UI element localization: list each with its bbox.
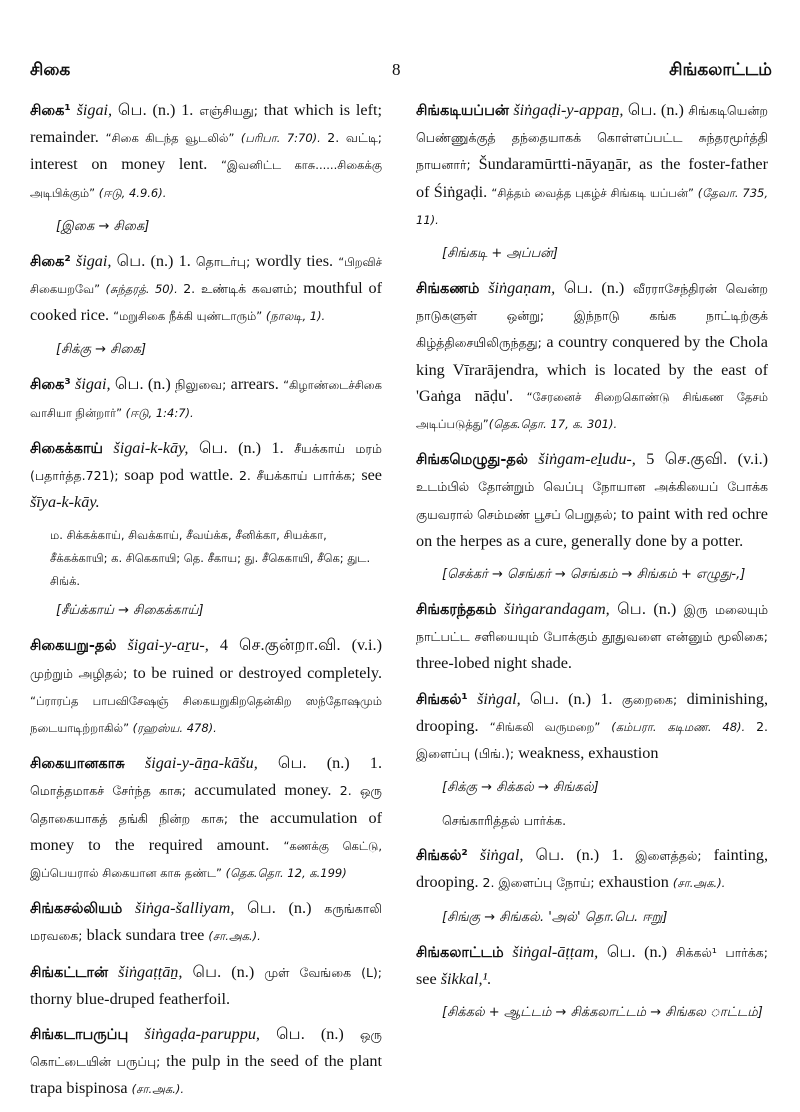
etymology: [சிக்கு → சிகை]: [56, 342, 147, 358]
citation-source: (நாலடி, 1).: [262, 309, 326, 324]
tamil-gloss: 2. சீயக்காய் பார்க்க;: [238, 468, 356, 484]
part-of-speech: பெ. (n.): [259, 1025, 360, 1044]
etymology: [சிங்கடி + அப்பன்]: [442, 246, 558, 262]
transliteration: šiṅgaṇam,: [488, 279, 556, 298]
tamil-gloss: 2. உண்டிக் கவளம்;: [183, 281, 298, 297]
page-number: 8: [392, 60, 401, 79]
headword: சிகை²: [30, 253, 71, 270]
transliteration: šiṅgaṭṭāṉ,: [118, 962, 183, 981]
dictionary-entry: [416, 596, 768, 677]
running-head-left: சிகை: [30, 60, 71, 80]
dictionary-entry: [30, 248, 382, 330]
english-gloss: arrears.: [226, 375, 284, 394]
english-gloss: that which is left; remainder.: [30, 101, 382, 147]
english-gloss: a country conquered by the Chola king Vīrarājendra, which is located by the east of 'Gaṅga nāḍu'.: [416, 333, 768, 405]
cross-reference: šīya-k-kāy.: [30, 493, 100, 512]
english-gloss: Šundaramūrtti-nāyaṉār, as the foster-father of Śiṅgaḍi.: [416, 155, 768, 201]
headword: சிகை¹: [30, 103, 71, 119]
dictionary-entry: [416, 275, 768, 437]
headword: சிங்கட்டான்: [30, 964, 109, 981]
part-of-speech: 5 செ.குவி. (v.i.): [635, 450, 769, 469]
english-gloss: mouthful of cooked rice.: [30, 279, 383, 325]
cognates: ம. சிக்கக்காய், சிவக்காய், சீவய்க்க, சீனிக்கா, சியக்கா, சீக்கக்காயி; க. சிகெகாயி; தெ. சீகாய; து. சீகெகாயி, சீகெ; துட. சிங்க்.: [50, 528, 371, 589]
citation-source: (பரிபா. 7:70).: [234, 131, 328, 146]
dictionary-entry: [416, 686, 768, 768]
dictionary-entry: [416, 842, 768, 896]
dictionary-entry: [30, 895, 382, 949]
part-of-speech: பெ. (n.) 1.: [188, 438, 295, 457]
headword: சிங்கசல்லியம்: [30, 901, 123, 918]
dictionary-entry: [30, 435, 382, 516]
dictionary-entry: [416, 939, 768, 992]
headword: சிங்கரந்தகம்: [416, 602, 497, 619]
part-of-speech: பெ. (n.): [110, 375, 176, 394]
part-of-speech: 4 செ.குன்றா.வி. (v.i.): [208, 636, 382, 655]
citation-quote: “பிறவிச் சிகையறவே”: [30, 254, 382, 297]
part-of-speech: பெ. (n.) 1.: [523, 846, 636, 865]
etymology: [சிக்கல் + ஆட்டம் → சிக்கலாட்டம் → சிங்கல ாட்டம்]: [442, 1005, 763, 1021]
transliteration: šigai-y-aṟu-,: [127, 636, 209, 655]
part-of-speech: பெ. (n.) 1.: [520, 689, 622, 708]
headword: சிங்கல்¹: [416, 691, 468, 708]
tamil-gloss: குறைகை;: [621, 691, 678, 707]
english-gloss: fainting, drooping.: [416, 846, 768, 892]
etymology: [சிங்கு → சிங்கல். 'அல்' தொ.பெ. ஈறு]: [442, 909, 668, 925]
tamil-gloss: ஒரு கொட்டையின் பருப்பு;: [30, 1027, 382, 1070]
tamil-gloss: 2. ஒரு தொகையாகத் தங்கி நின்ற காசு;: [30, 783, 383, 826]
cross-reference: šikkal,¹.: [440, 969, 492, 988]
part-of-speech: பெ. (n.): [555, 279, 633, 298]
citation-source: (கம்பரா. கடிமண. 48).: [600, 719, 757, 734]
tamil-gloss: 2. வட்டி;: [327, 130, 382, 146]
transliteration: šiṅgal-āṭṭam,: [512, 942, 599, 961]
citation-source: (சா.அக.).: [672, 876, 726, 891]
transliteration: šigai-k-kāy,: [113, 438, 189, 457]
citation-quote: “சேரனைச் சிறைகொண்டு சிங்கண தேசம் அடிப்படுத்து”: [416, 389, 769, 432]
citation-source: (சா.அக.).: [131, 1082, 185, 1097]
headword: சிகையறு-தல்: [30, 638, 117, 655]
headword: சிங்கணம்: [416, 281, 480, 298]
english-gloss: see: [355, 466, 382, 485]
citation-source: (சுந்தரத். 50).: [100, 282, 184, 297]
tamil-gloss: நிலுவை;: [175, 377, 227, 393]
english-gloss: see: [416, 969, 441, 988]
etymology: [இகை → சிகை]: [56, 218, 150, 234]
part-of-speech: பெ. (n.): [598, 942, 676, 961]
english-gloss: three-lobed night shade.: [416, 654, 572, 673]
citation-source: (தெக.தொ. 17, க. 301).: [488, 417, 618, 432]
english-gloss: exhaustion: [594, 873, 673, 892]
part-of-speech: பெ. (n.): [234, 899, 325, 918]
transliteration: šiṅgal,: [479, 846, 524, 865]
see-also-note: செங்காரித்தல் பார்க்க.: [442, 813, 567, 829]
running-head-right: சிங்கலாட்டம்: [669, 60, 772, 80]
part-of-speech: பெ. (n.) 1.: [257, 754, 382, 773]
tamil-gloss: மொத்தமாகச் சேர்ந்த காசு;: [30, 783, 186, 799]
tamil-gloss: சிக்கல்¹ பார்க்க;: [675, 944, 768, 960]
transliteration: šigai,: [76, 101, 113, 119]
tamil-gloss: 2. இளைப்பு நோய்;: [482, 875, 595, 891]
dictionary-entry: [30, 1021, 382, 1103]
tamil-gloss: முள் வேங்கை (L);: [264, 964, 382, 980]
part-of-speech: பெ. (n.): [182, 962, 265, 981]
right-column: [416, 97, 768, 1034]
dictionary-entry: [30, 632, 382, 741]
citation-source: (ஈடு, 4.9.6).: [95, 185, 167, 200]
english-gloss: the accumulation of money to the required amount.: [30, 808, 382, 854]
headword: சிகைக்காய்: [30, 440, 103, 457]
dictionary-entry: [30, 750, 382, 886]
transliteration: šigai,: [75, 375, 111, 394]
citation-quote: “சித்தம் வைத்த புகழ்ச் சிங்கடி யப்பன்”: [491, 185, 694, 200]
citation-source: (தேவா. 735, 11).: [416, 185, 768, 227]
part-of-speech: பெ. (n.): [609, 600, 684, 619]
english-gloss: black sundara tree: [82, 926, 209, 945]
english-gloss: accumulated money.: [185, 781, 340, 800]
english-gloss: thorny blue-druped featherfoil.: [30, 989, 231, 1008]
tamil-gloss: சிங்கடியென்ற பெண்ணுக்குத் தந்தையாகக் கொள்ளப்பட்ட சுந்தரமூர்த்தி நாயனார்;: [416, 103, 768, 173]
tamil-gloss: வீரராசேந்திரன் வென்ற நாடுகளுள் ஒன்று; இந்நாடு கங்க நாட்டிற்குக் கிழ்த்திசையிலிருந்தது;: [416, 281, 768, 351]
page-header: [30, 60, 772, 90]
tamil-gloss: 2. இளைப்பு (பிங்.);: [416, 718, 768, 762]
tamil-gloss: இரு மலையும் நாட்பட்ட சளியையும் போக்கும் தூதுவளை என்னும் மூலிகை;: [416, 602, 768, 645]
dictionary-entry: [30, 959, 382, 1012]
headword: சிங்கடியப்பன்: [416, 103, 509, 119]
dictionary-entry: [30, 371, 382, 425]
left-column: [30, 97, 382, 1112]
etymology: [செக்கர் → செங்கர் → செங்கம் → சிங்கம் + எழுது-,]: [442, 567, 746, 583]
headword: சிங்கடாபருப்பு: [30, 1027, 129, 1044]
citation-quote: “மறுசிகை நீக்கி யுண்டாரும்”: [113, 309, 263, 324]
english-gloss: interest on money lent.: [30, 155, 221, 174]
dictionary-entry: [416, 97, 768, 233]
citation-quote: “கணக்கு கெட்டு, இப்பெயரால் சிகையான காசு தண்ட”: [30, 838, 382, 881]
citation-quote: “கிழாண்டைச்சிகை வாசியா நின்றார்”: [30, 378, 382, 420]
tamil-gloss: முற்றும் அழிதல்;: [30, 665, 128, 681]
dictionary-entry: [416, 446, 768, 554]
citation-source: (தெக.தொ. 12, க.199): [221, 866, 347, 881]
tamil-gloss: தொடர்பு;: [195, 253, 251, 269]
etymology: [சிக்கு → சிக்கல் → சிங்கல்]: [442, 780, 599, 796]
english-gloss: to paint with red ochre on the herpes as a cure, generally done by a potter.: [416, 504, 768, 550]
citation-quote: “சிகை கிடந்த வூடலில்”: [105, 131, 235, 146]
english-gloss: weakness, exhaustion: [514, 744, 659, 763]
english-gloss: wordly ties.: [250, 251, 339, 270]
headword: சிங்கலாட்டம்: [416, 944, 504, 961]
part-of-speech: பெ. (n.) 1.: [111, 251, 196, 270]
tamil-gloss: இளைத்தல்;: [635, 848, 702, 864]
transliteration: šigai-y-āṉa-kāšu,: [144, 754, 258, 773]
english-gloss: diminishing, drooping.: [416, 689, 768, 735]
part-of-speech: பெ. (n.): [623, 101, 689, 119]
transliteration: šiṅga-šalliyam,: [135, 899, 235, 918]
tamil-gloss: கருங்காலி மரவகை;: [30, 901, 382, 944]
headword: சிகை³: [30, 377, 71, 394]
headword: சிகையானகாசு: [30, 756, 125, 773]
headword: சிங்கல்²: [416, 848, 468, 865]
transliteration: šiṅgal,: [477, 689, 521, 708]
english-gloss: the pulp in the seed of the plant trapa bispinosa: [30, 1052, 383, 1098]
citation-source: (ரஹஸ்ய. 478).: [129, 721, 217, 736]
citation-quote: “ப்ராரப்த பாபவிசேஷஞ் சிகையறுகிறதென்கிற ஸந்தோஷமும் நடையாடிற்றாகில்”: [30, 693, 382, 736]
citation-quote: “சிங்கலி வருமறை”: [489, 719, 601, 734]
citation-source: (சா.அக.).: [208, 929, 261, 944]
transliteration: šiṅgam-eḻudu-,: [538, 450, 636, 469]
part-of-speech: பெ. (n.) 1.: [112, 101, 200, 119]
etymology: [சீய்க்காய் → சிகைக்காய்]: [56, 603, 204, 619]
transliteration: šigai,: [75, 251, 112, 270]
dictionary-entry: [30, 97, 382, 206]
english-gloss: soap pod wattle.: [118, 466, 239, 485]
transliteration: šiṅgarandagam,: [504, 600, 610, 619]
headword: சிங்கமெழுது-தல்: [416, 452, 528, 469]
tamil-gloss: எஞ்சியது;: [199, 103, 258, 118]
english-gloss: to be ruined or destroyed completely.: [127, 663, 382, 682]
tamil-gloss: உடம்பில் தோன்றும் வெப்பு நோயான அக்கியைப் போக்க குயவரால் செம்மண் பூசப் பெறுதல்;: [416, 479, 768, 522]
citation-quote: “இவனிட்ட காசு......சிகைக்கு அடிபிக்கும்”: [30, 158, 382, 200]
transliteration: šiṅgaḍi-y-appaṉ,: [513, 101, 624, 119]
transliteration: šiṅgaḍa-paruppu,: [144, 1025, 260, 1044]
tamil-gloss: சீயக்காய் மரம் (பதார்த்த.721);: [30, 440, 382, 484]
citation-source: (ஈடு, 1:4:7).: [122, 405, 194, 420]
